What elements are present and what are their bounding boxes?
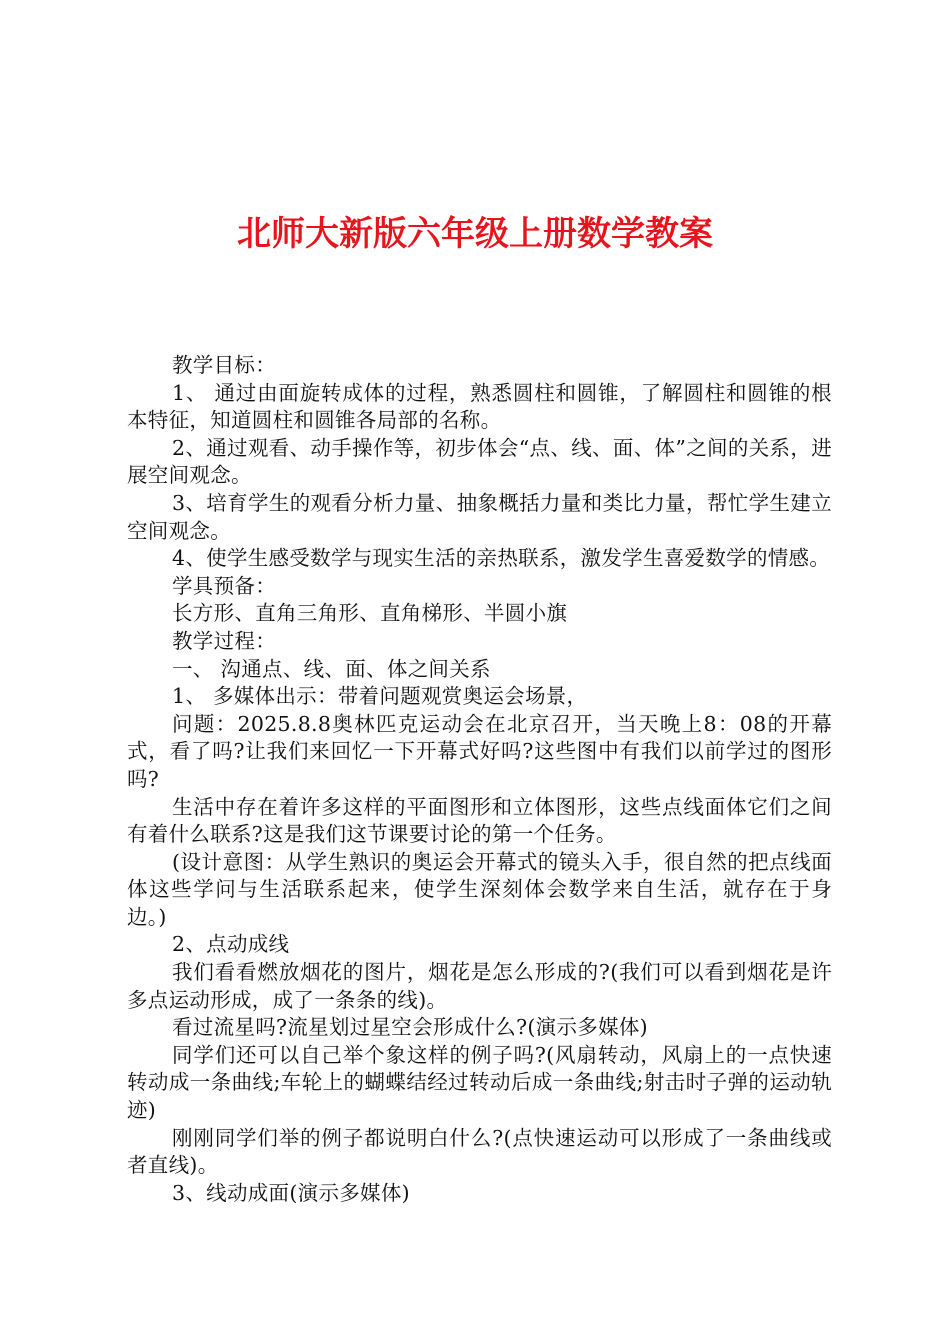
paragraph: 生活中存在着许多这样的平面图形和立体图形，这些点线面体它们之间有着什么联系?这是我们这节课要讨论的第一个任务。 (127, 794, 832, 847)
paragraph: 3、培育学生的观看分析力量、抽象概括力量和类比力量，帮忙学生建立空间观念。 (127, 490, 832, 543)
paragraph: 一、 沟通点、线、面、体之间关系 (172, 656, 491, 681)
paragraph: 2、点动成线 (172, 932, 290, 957)
paragraph: 2、通过观看、动手操作等，初步体会“点、线、面、体”之间的关系，进展空间观念。 (127, 435, 832, 488)
paragraph: 刚刚同学们举的例子都说明白什么?(点快速运动可以形成了一条曲线或者直线)。 (127, 1125, 832, 1178)
paragraph: (设计意图：从学生熟识的奥运会开幕式的镜头入手，很自然的把点线面体这些学问与生活联系起来，使学生深刻体会数学来自生活，就存在于身边。) (127, 849, 832, 929)
paragraph: 4、使学生感受数学与现实生活的亲热联系，激发学生喜爱数学的情感。 (172, 546, 831, 571)
paragraph: 教学过程： (172, 628, 276, 653)
paragraph: 教学目标： (172, 353, 276, 377)
paragraph: 长方形、直角三角形、直角梯形、半圆小旗 (172, 601, 568, 626)
paragraph: 看过流星吗?流星划过星空会形成什么?(演示多媒体) (172, 1015, 648, 1040)
document-body (127, 352, 832, 1207)
paragraph: 我们看看燃放烟花的图片，烟花是怎么形成的?(我们可以看到烟花是许多点运动形成，成了一条条的线)。 (127, 960, 832, 1012)
paragraph: 3、线动成面(演示多媒体) (172, 1180, 410, 1205)
paragraph: 学具预备： (172, 573, 276, 598)
paragraph: 1、 通过由面旋转成体的过程，熟悉圆柱和圆锥，了解圆柱和圆锥的根本特征，知道圆柱和圆锥各局部的名称。 (127, 380, 832, 433)
paragraph: 同学们还可以自己举个象这样的例子吗?(风扇转动，风扇上的一点快速转动成一条曲线;车轮上的蝴蝶结经过转动后成一条曲线;射击时子弹的运动轨迹) (127, 1042, 832, 1123)
paragraph: 1、 多媒体出示：带着问题观赏奥运会场景， (172, 684, 588, 709)
paragraph: 问题：2025.8.8奥林匹克运动会在北京召开，当天晚上8：08的开幕式，看了吗?让我们来回忆一下开幕式好吗?这些图中有我们以前学过的图形吗? (127, 711, 832, 791)
document-title: 北师大新版六年级上册数学教案 (237, 214, 713, 254)
